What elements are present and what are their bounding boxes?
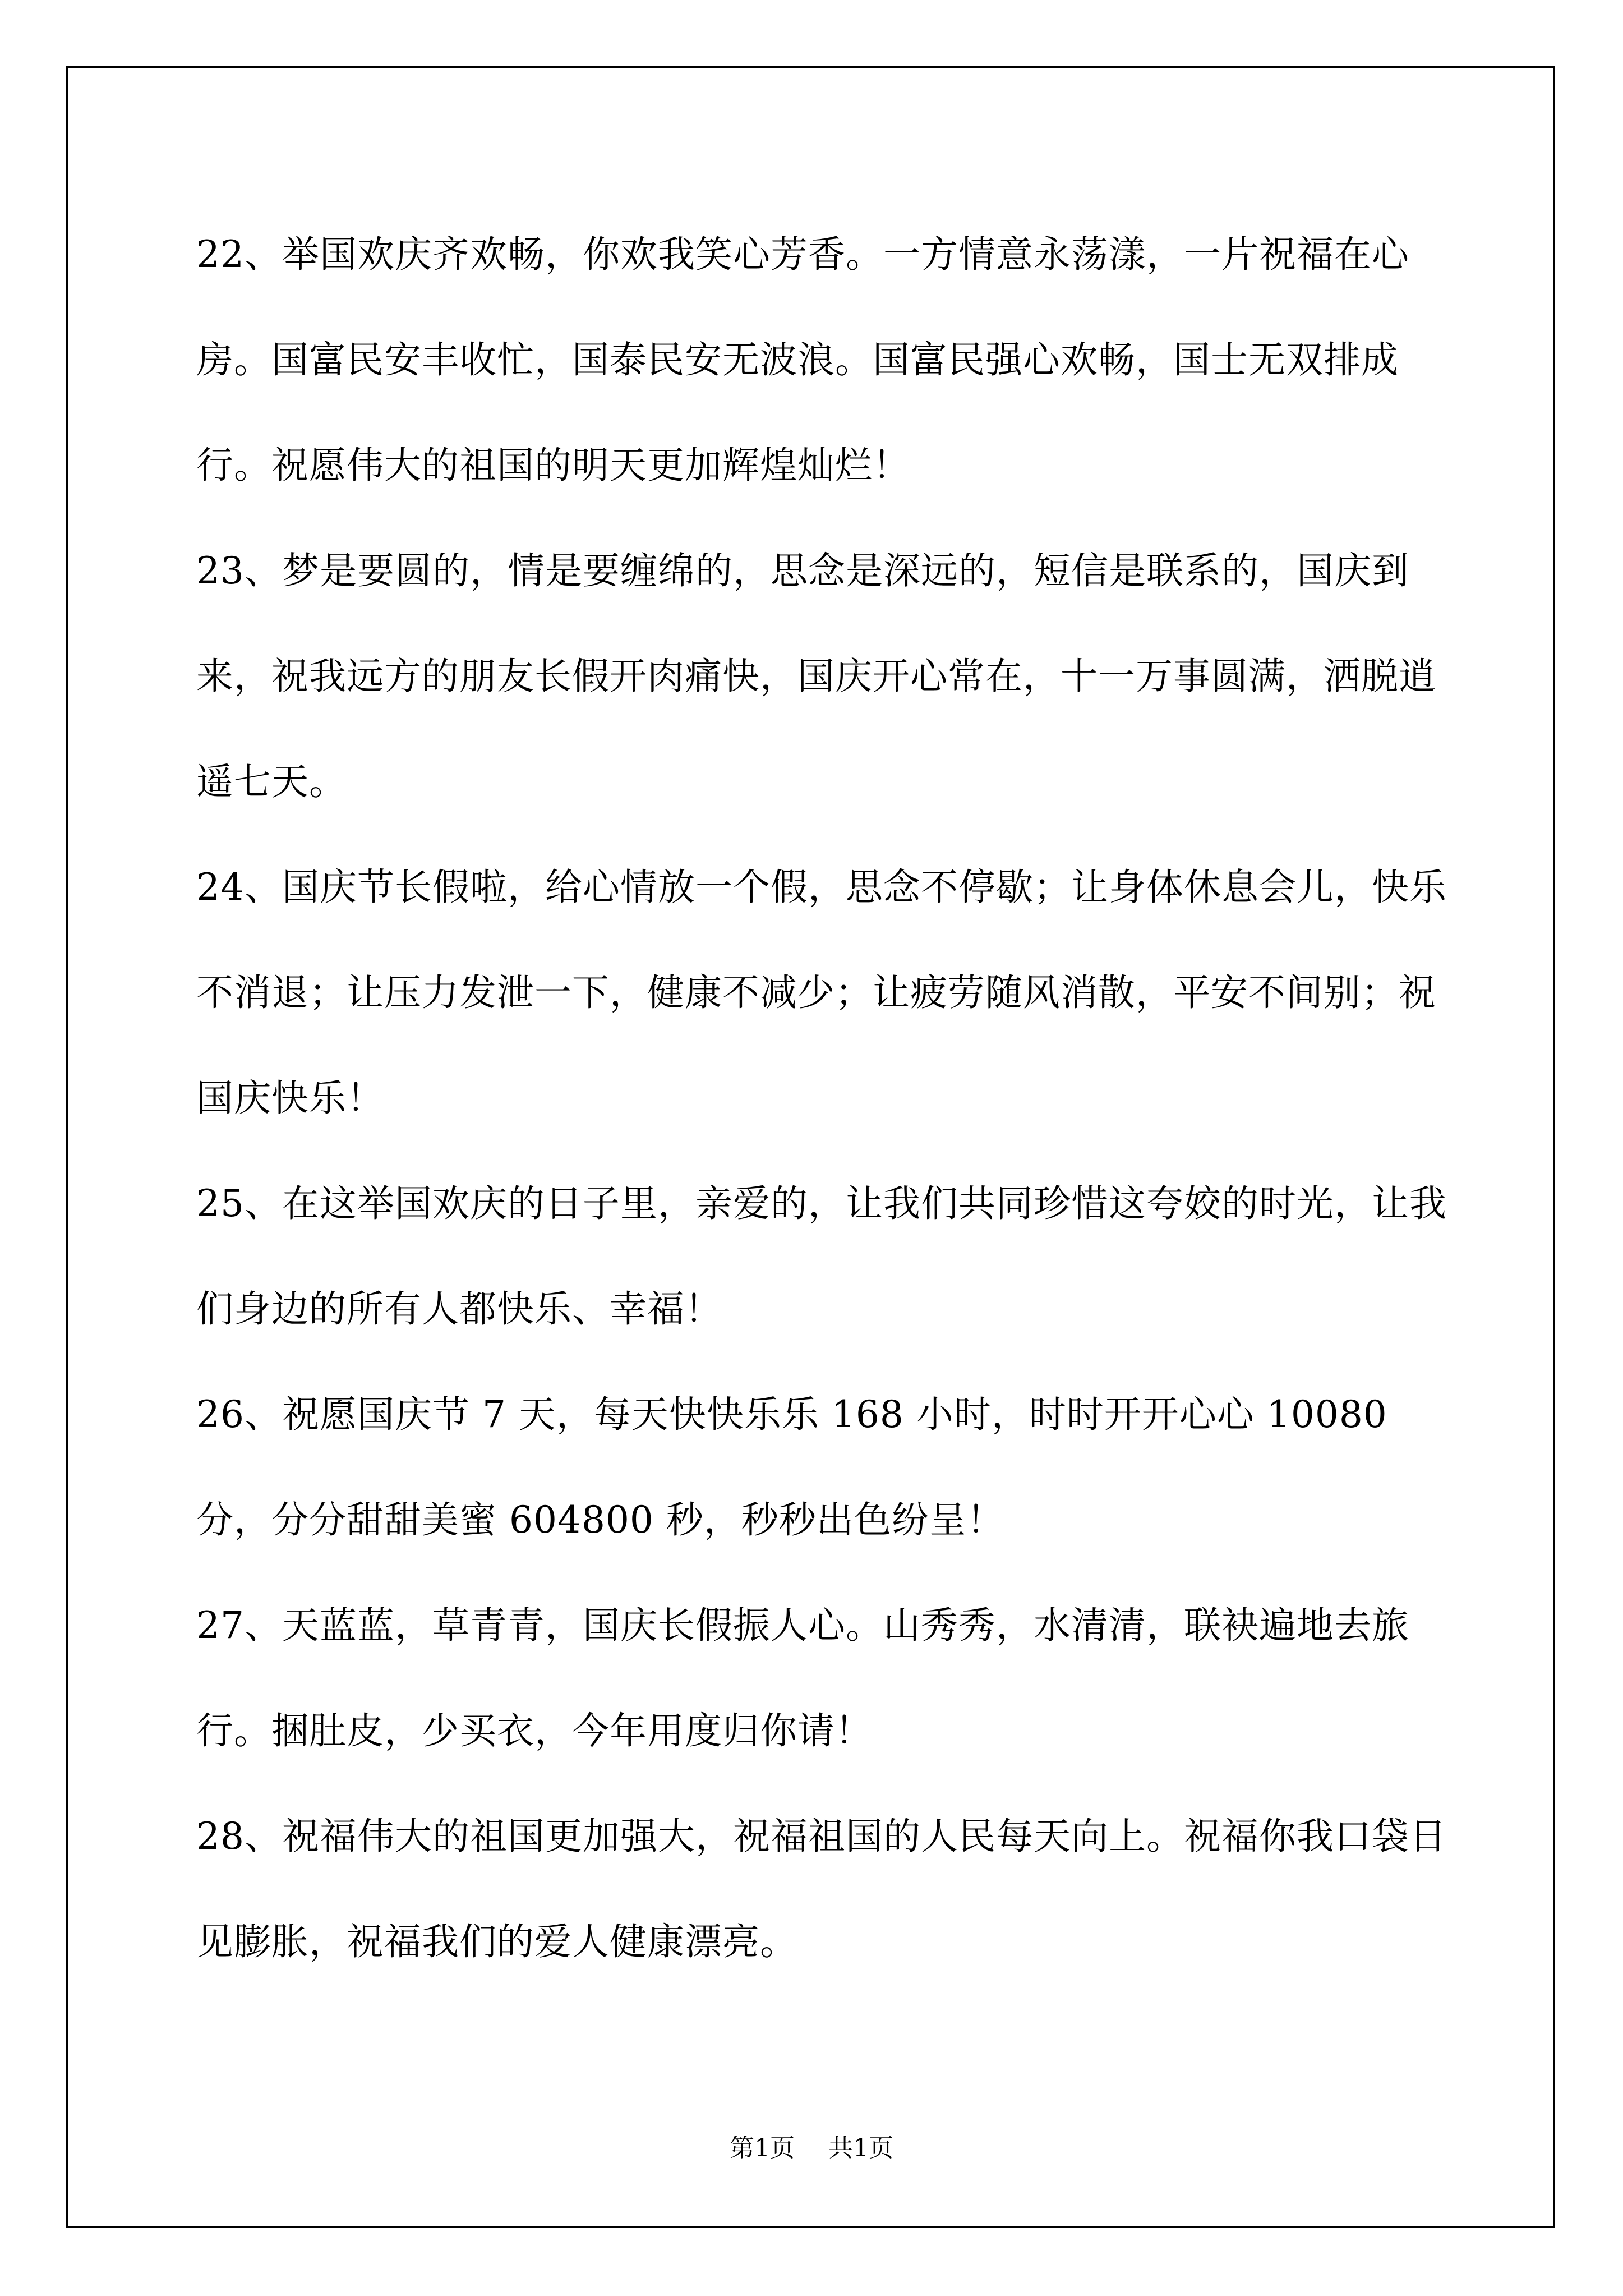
paragraph-23: 23、梦是要圆的，情是要缠绵的，思念是深远的，短信是联系的，国庆到来，祝我远方的朋友长假开肉痛快，国庆开心常在，十一万事圆满，洒脱逍遥七天。 [196,549,1436,803]
page-footer [0,2132,1623,2165]
paragraph-22: 22、举国欢庆齐欢畅，你欢我笑心芳香。一方情意永荡漾，一片祝福在心房。国富民安丰收忙，国泰民安无波浪。国富民强心欢畅，国士无双排成行。祝愿伟大的祖国的明天更加辉煌灿烂！ [196,233,1409,487]
page-number-total: 共1页 [828,2134,893,2162]
paragraph-28: 28、祝福伟大的祖国更加强大，祝福祖国的人民每天向上。祝福你我口袋日见膨胀，祝福我们的爱人健康漂亮。 [196,1815,1447,1963]
paragraph-24: 24、国庆节长假啦，给心情放一个假，思念不停歇；让身体休息会儿，快乐不消退；让压力发泄一下，健康不减少；让疲劳随风消散，平安不间别；祝国庆快乐！ [196,866,1447,1120]
document-body [196,202,1453,1995]
paragraph-26: 26、祝愿国庆节 7 天，每天快快乐乐 168 小时，时时开开心心 10080 分，分分甜甜美蜜 604800 秒，秒秒出色纷呈！ [196,1393,1387,1542]
paragraph-27: 27、天蓝蓝，草青青，国庆长假振人心。山秀秀，水清清，联袂遍地去旅行。捆肚皮，少买衣，今年用度归你请！ [196,1604,1409,1752]
page-number-current: 第1页 [730,2134,795,2162]
paragraph-25: 25、在这举国欢庆的日子里，亲爱的，让我们共同珍惜这夸姣的时光，让我们身边的所有人都快乐、幸福！ [196,1182,1447,1331]
